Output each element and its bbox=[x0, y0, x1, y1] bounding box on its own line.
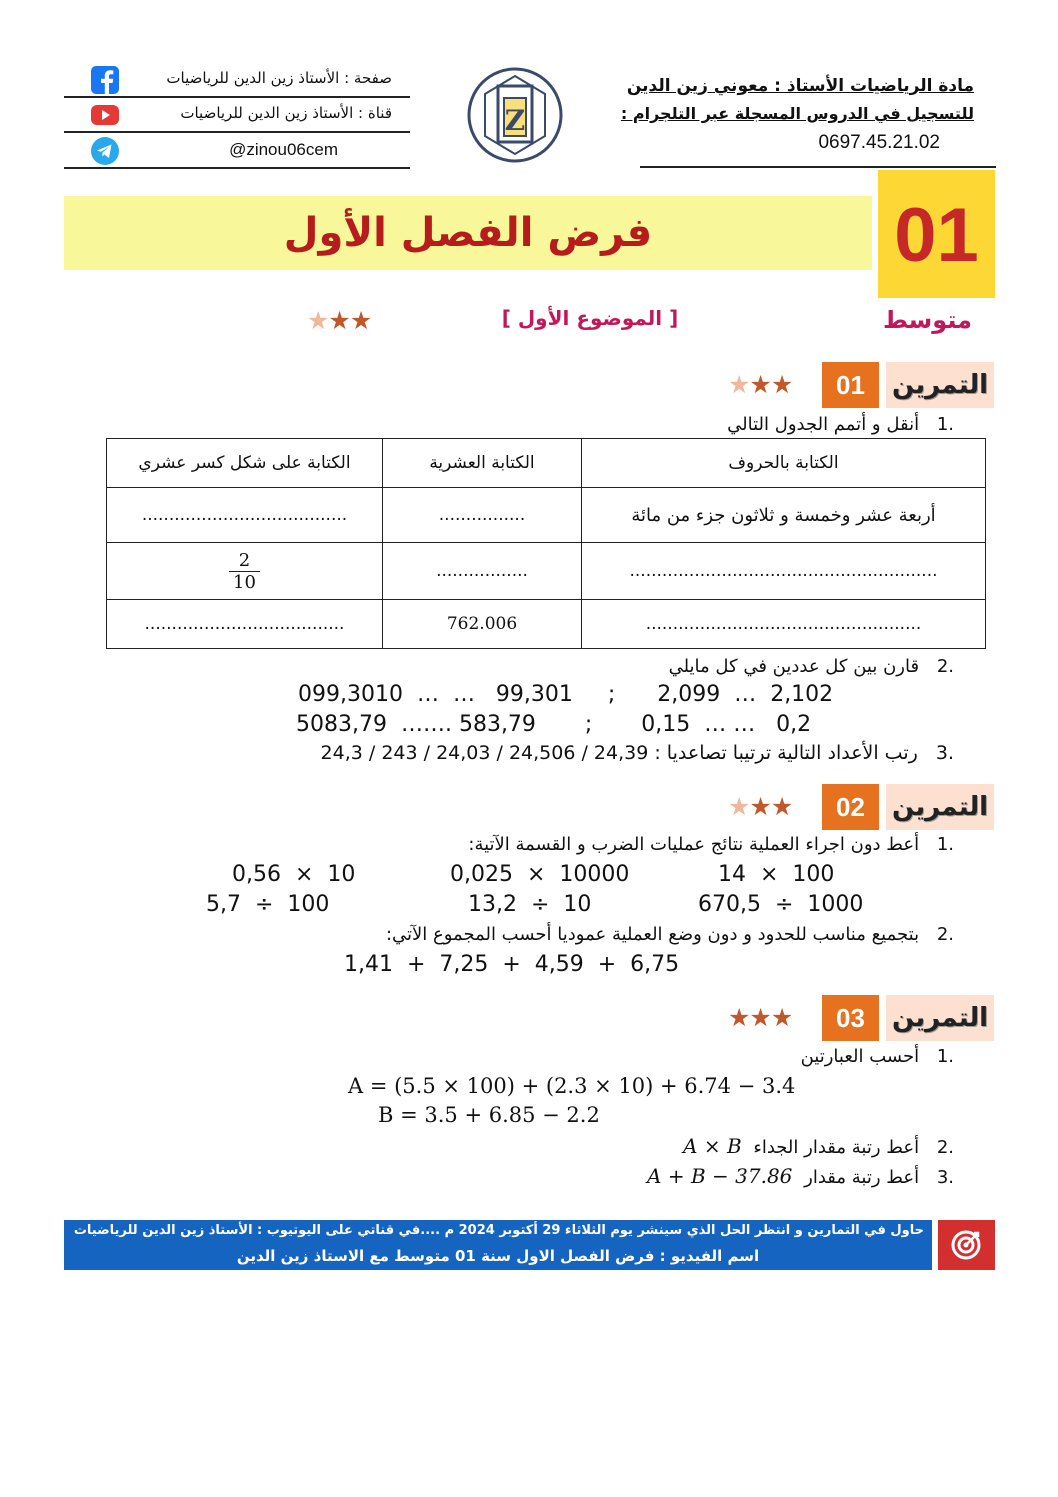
operation: 13,2 ÷ 10 bbox=[468, 892, 592, 917]
question-number: .2 bbox=[936, 656, 954, 677]
telegram-registration: للتسجيل في الدروس المسجلة عبر التلجرام : bbox=[620, 104, 974, 123]
level-label: متوسط bbox=[882, 306, 972, 334]
star-icon: ★ bbox=[328, 306, 350, 335]
divider bbox=[64, 131, 410, 133]
operation: 0,025 × 10000 bbox=[450, 862, 630, 887]
star-icon: ★ bbox=[749, 1003, 771, 1032]
expression-b: B = 3.5 + 6.85 − 2.2 bbox=[378, 1103, 600, 1127]
question-number: .1 bbox=[936, 414, 954, 435]
telegram-link[interactable] bbox=[68, 134, 410, 168]
phone-number: 0697.45.21.02 bbox=[818, 132, 940, 153]
exercise-label: التمرين bbox=[886, 784, 994, 830]
page-title: فرض الفصل الأول bbox=[283, 210, 653, 256]
operation: 5,7 ÷ 100 bbox=[206, 892, 330, 917]
operation: 14 × 100 bbox=[718, 862, 835, 887]
exercise-stars bbox=[728, 792, 792, 821]
question bbox=[801, 1046, 954, 1067]
question-number: .3 bbox=[936, 1167, 954, 1188]
star-icon: ★ bbox=[770, 792, 793, 821]
divider bbox=[64, 167, 410, 169]
question bbox=[727, 414, 954, 435]
table-cell: ......................................................... bbox=[582, 543, 986, 600]
video-title: اسم الفيديو : فرض الفصل الاول سنة 01 متوسط مع الاستاذ زين الدين bbox=[236, 1247, 760, 1265]
teacher-name: مادة الرياضيات الأستاذ : معوني زين الدين bbox=[626, 76, 974, 96]
question-number: .1 bbox=[936, 834, 954, 855]
question-text: أعط رتبة مقدار الجداء bbox=[753, 1137, 920, 1158]
expression-a: A = (5.5 × 100) + (2.3 × 10) + 6.74 − 3.4 bbox=[348, 1074, 796, 1098]
star-icon: ★ bbox=[728, 370, 750, 399]
telegram-icon bbox=[90, 136, 120, 166]
table-row bbox=[107, 600, 986, 649]
question-number: .3 bbox=[935, 742, 954, 764]
table-cell bbox=[107, 543, 383, 600]
question-number: .1 bbox=[936, 1046, 954, 1067]
exercise-number: 02 bbox=[822, 784, 879, 830]
star-icon: ★ bbox=[770, 1003, 793, 1032]
operation: 0,56 × 10 bbox=[232, 862, 356, 887]
exercise-stars bbox=[728, 370, 792, 399]
exercise-number: 03 bbox=[822, 995, 879, 1041]
exercise-stars bbox=[728, 1003, 792, 1032]
denominator: 10 bbox=[233, 571, 256, 593]
footer-note: حاول في التمارين و انتظر الحل الذي سينشر يوم الثلاثاء 29 أكتوبر 2024 م ....في قناتي على اليوتيوب : الأستاذ زين الدين للرياضيات bbox=[73, 1223, 924, 1238]
star-icon: ★ bbox=[749, 370, 771, 399]
table-cell: ................ bbox=[383, 488, 582, 543]
table-header-row bbox=[107, 439, 986, 488]
star-icon: ★ bbox=[728, 1003, 750, 1032]
table-cell: ..................................... bbox=[107, 600, 383, 649]
question bbox=[468, 834, 954, 855]
sum-expression: 1,41 + 7,25 + 4,59 + 6,75 bbox=[344, 952, 680, 977]
question bbox=[386, 924, 954, 945]
table-header: الكتابة العشرية bbox=[383, 439, 582, 488]
question-text: أعط رتبة مقدار bbox=[804, 1167, 920, 1188]
divider bbox=[640, 166, 996, 168]
target-icon bbox=[938, 1220, 995, 1270]
question-text: أنقل و أتمم الجدول التالي bbox=[727, 414, 920, 435]
telegram-label: @zinou06cem bbox=[229, 140, 338, 159]
question-number: .2 bbox=[936, 924, 954, 945]
star-icon: ★ bbox=[728, 792, 750, 821]
star-icon: ★ bbox=[770, 370, 793, 399]
question bbox=[647, 1164, 954, 1188]
question-text: قارن بين كل عددين في كل مايلي bbox=[668, 656, 920, 677]
difficulty-stars bbox=[307, 306, 371, 335]
exercise-label: التمرين bbox=[886, 995, 994, 1041]
table-cell: ...................................... bbox=[107, 488, 383, 543]
youtube-icon bbox=[90, 100, 120, 130]
table-row bbox=[107, 488, 986, 543]
table-row bbox=[107, 543, 986, 600]
youtube-label: قناة : الأستاذ زين الدين للرياضيات bbox=[180, 104, 392, 122]
logo-icon bbox=[466, 66, 564, 164]
question-number: .2 bbox=[936, 1137, 954, 1158]
level-number: 01 bbox=[894, 193, 979, 278]
table-cell: ................................................... bbox=[582, 600, 986, 649]
logo-letter: Z bbox=[504, 104, 526, 137]
question-text: أعط دون اجراء العملية نتائج عمليات الضرب و القسمة الآتية: bbox=[468, 834, 920, 855]
question-expression: A × B bbox=[683, 1134, 742, 1158]
numerator: 2 bbox=[229, 550, 260, 572]
question-text: أحسب العبارتين bbox=[800, 1046, 920, 1067]
question bbox=[321, 742, 954, 764]
table-cell: 762.006 bbox=[383, 600, 582, 649]
facebook-icon bbox=[90, 65, 120, 95]
question-text: بتجميع مناسب للحدود و دون وضع العملية عموديا أحسب المجموع الآتي: bbox=[385, 924, 920, 945]
fraction bbox=[229, 550, 260, 593]
facebook-link[interactable] bbox=[68, 63, 410, 97]
question bbox=[683, 1134, 954, 1158]
table-cell: ................. bbox=[383, 543, 582, 600]
comparison-line: 099,3010 … … 99,301 ; 2,099 … 2,102 bbox=[298, 682, 834, 707]
exercise-number: 01 bbox=[822, 362, 879, 408]
operation: 670,5 ÷ 1000 bbox=[698, 892, 864, 917]
exercise-label: التمرين bbox=[886, 362, 994, 408]
star-icon: ★ bbox=[749, 792, 771, 821]
question-expression: A + B − 37.86 bbox=[647, 1164, 793, 1188]
star-icon: ★ bbox=[349, 306, 372, 335]
table-cell: أربعة عشر وخمسة و ثلاثون جزء من مائة bbox=[582, 488, 986, 543]
footer-icon-box bbox=[938, 1220, 995, 1270]
youtube-link[interactable] bbox=[68, 98, 410, 132]
table-header: الكتابة بالحروف bbox=[582, 439, 986, 488]
star-icon: ★ bbox=[307, 306, 329, 335]
question-text: رتب الأعداد التالية ترتيبا تصاعديا : 24,39 / 24,506 / 24,03 / 243 / 24,3 bbox=[320, 742, 918, 764]
conversion-table bbox=[106, 438, 986, 649]
facebook-label: صفحة : الأستاذ زين الدين للرياضيات bbox=[166, 69, 392, 87]
table-header: الكتابة على شكل كسر عشري bbox=[107, 439, 383, 488]
question bbox=[669, 656, 954, 677]
subject-label: [ الموضوع الأول ] bbox=[501, 306, 679, 330]
comparison-line: 5083,79 ……. 583,79 ; 0,15 … … 0,2 bbox=[296, 712, 812, 737]
